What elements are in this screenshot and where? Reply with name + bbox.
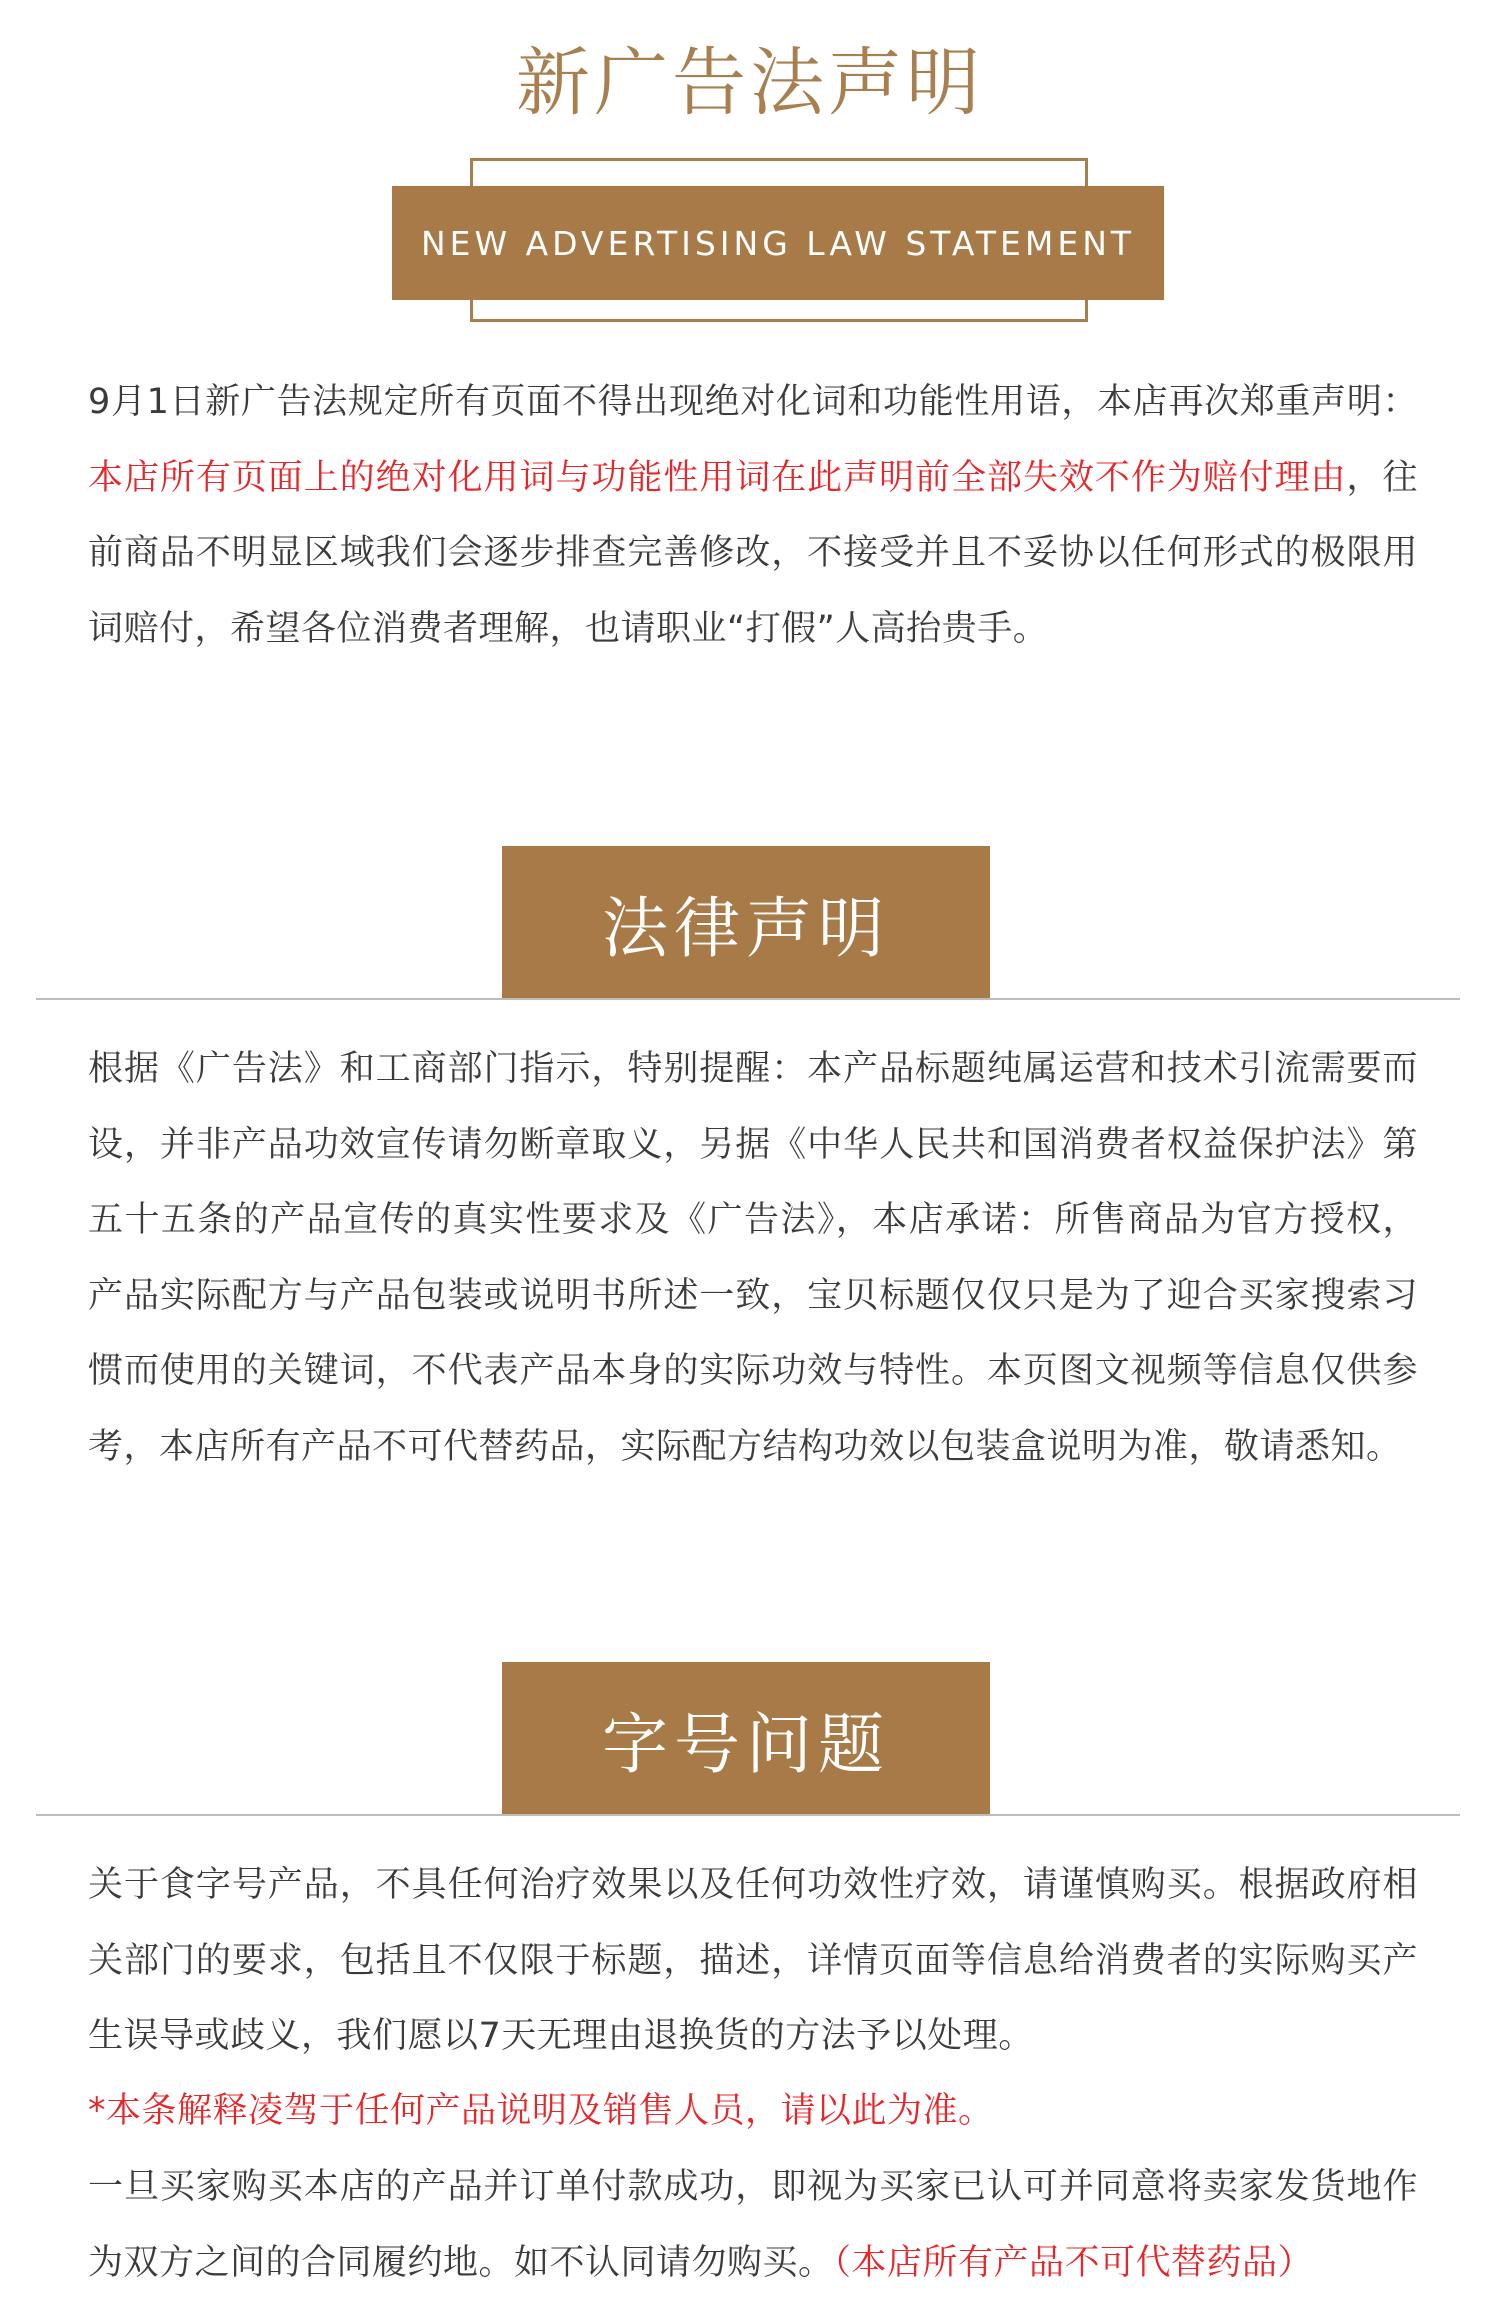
page-title: 新广告法声明 <box>516 40 984 126</box>
subtitle-text: NEW ADVERTISING LAW STATEMENT <box>420 223 1136 263</box>
license-section-title: 字号问题 <box>602 1705 890 1783</box>
legal-divider <box>36 998 1460 1000</box>
license-section-header <box>502 1662 990 1814</box>
statement-text-1: 9月1日新广告法规定所有页面不得出现绝对化词和功能性用语，本店再次郑重声明： <box>88 382 1418 422</box>
legal-paragraph: 根据《广告法》和工商部门指示，特别提醒：本产品标题纯属运营和技术引流需要而设，并非产品功效宣传请勿断章取义，另据《中华人民共和国消费者权益保护法》第五十五条的产品宣传的真实性要求及《广告法》，本店承诺：所售商品为官方授权，产品实际配方与产品包装或说明书所述一致，宝贝标题仅仅只是为了迎合买家搜索习惯而使用的关键词，不代表产品本身的实际功效与特性。本页图文视频等信息仅供参考，本店所有产品不可代替药品，实际配方结构功效以包装盒说明为准，敬请悉知。 <box>88 1049 1418 1467</box>
license-red-note: *本条解释凌驾于任何产品说明及销售人员，请以此为准。 <box>88 2091 994 2131</box>
statement-red-text: 本店所有页面上的绝对化用词与功能性用词在此声明前全部失效不作为赔付理由 <box>88 457 1347 498</box>
legal-section-title: 法律声明 <box>602 889 890 967</box>
legal-section-header <box>502 846 990 998</box>
statement-paragraph <box>88 365 1418 667</box>
statement-text-2: ，往前商品不明显区域我们会逐步排查完善修改，不接受并且不妥协以任何形式的极限用词赔付，希望各位消费者理解，也请职业“打假”人高抬贵手。 <box>88 457 1418 649</box>
license-paragraph-1: 关于食字号产品，不具任何治疗效果以及任何功效性疗效，请谨慎购买。根据政府相关部门的要求，包括且不仅限于标题，描述，详情页面等信息给消费者的实际购买产生误导或歧义，我们愿以7天无理由退换货的方法予以处理。 <box>88 1865 1418 2056</box>
license-text-2: 一旦买家购买本店的产品并订单付款成功，即视为买家已认可并同意将卖家发货地作为双方之间的合同履约地。如不认同请勿购买。 <box>88 2167 1418 2283</box>
license-divider <box>36 1814 1460 1816</box>
subtitle-banner <box>392 186 1164 300</box>
license-paragraph-2 <box>88 2150 1418 2301</box>
license-red-text-2: （本店所有产品不可代替药品） <box>833 2242 1314 2283</box>
